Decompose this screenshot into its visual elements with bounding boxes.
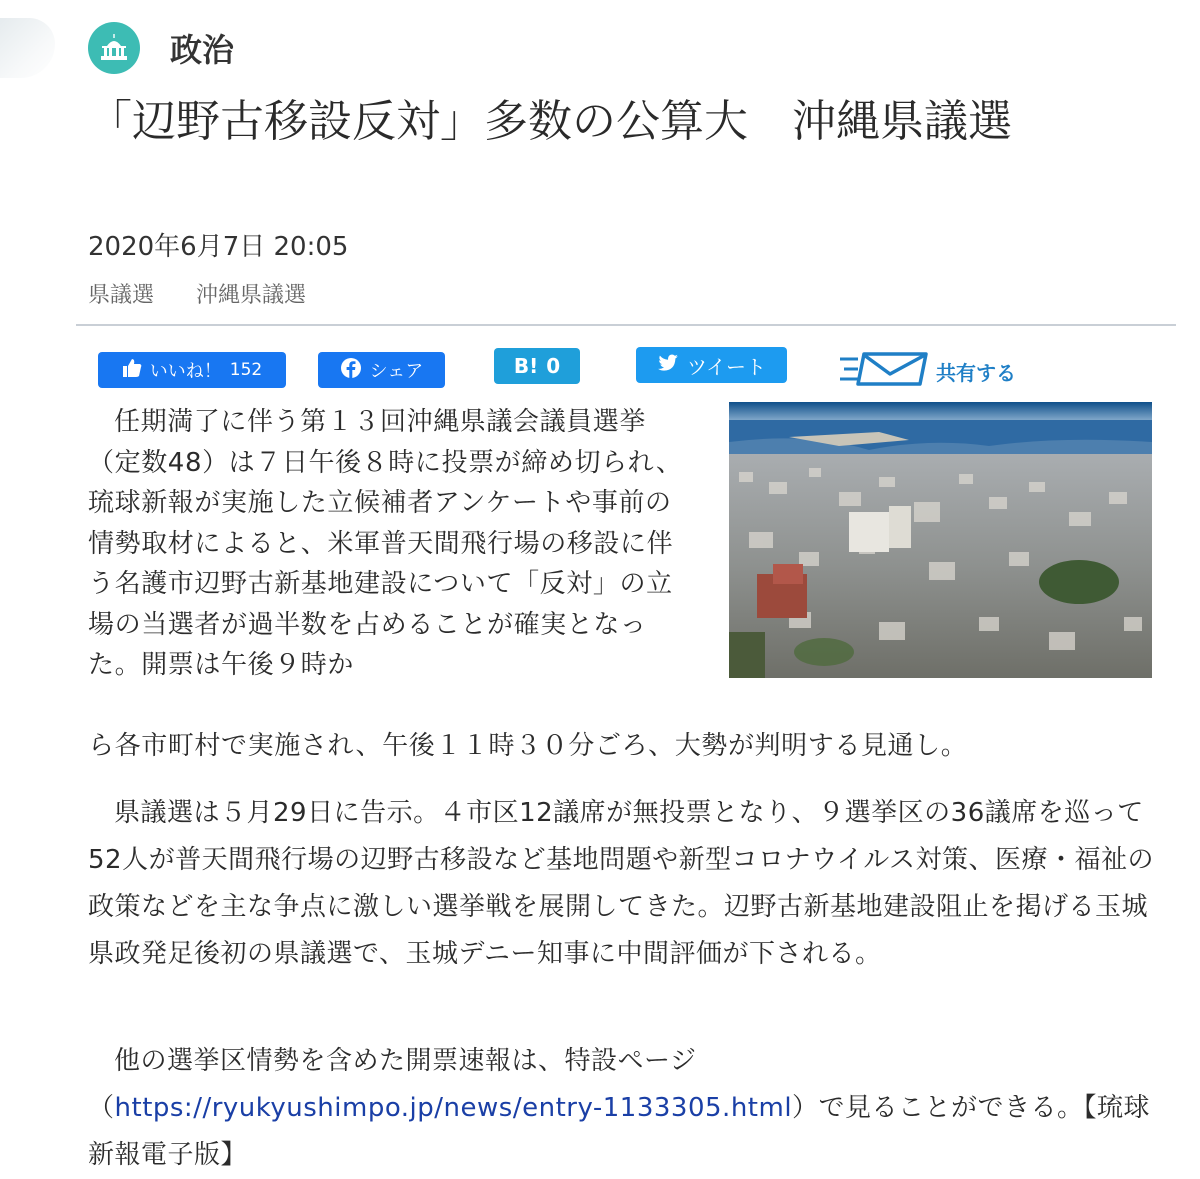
twitter-bird-icon [657, 353, 679, 377]
like-count: 152 [229, 360, 263, 380]
tweet-label: ツイート [687, 354, 766, 379]
paragraph-3-text-before: 他の選挙区情勢を含めた開票速報は、特設ページ（ [88, 1046, 697, 1123]
article-photo[interactable] [729, 402, 1152, 678]
share-label: シェア [369, 361, 424, 382]
mail-icon [838, 350, 930, 392]
thumbs-up-icon [122, 358, 142, 383]
article-paragraph-1 [88, 402, 688, 686]
divider [76, 324, 1176, 326]
capitol-building-icon [88, 22, 140, 74]
category-label[interactable]: 政治 [170, 31, 235, 69]
article-tags [88, 278, 306, 309]
paragraph-3-text-after: ）で見ることができる。【琉球新報電子版】 [88, 1093, 1151, 1170]
paragraph-1-text: 任期満了に伴う第１３回沖縄県議会議員選挙（定数48）は７日午後８時に投票が締め切られ、琉球新報が実施した立候補者アンケートや事前の情勢取材によると、米軍普天間飛行場の移設に伴う名護市辺野古新基地建設について「反対」の立場の当選者が過半数を占めることが確実となった。開票は午後９時か [88, 407, 683, 680]
hatena-count: 0 [546, 354, 561, 378]
article-paragraph-1-cont: ら各市町村で実施され、午後１１時３０分ごろ、大勢が判明する見通し。 [88, 731, 968, 761]
background-smudge [0, 18, 55, 78]
facebook-share-button[interactable] [318, 352, 445, 388]
share-more-label: 共有する [936, 360, 1016, 385]
article-paragraph-2 [88, 790, 1158, 978]
facebook-like-button[interactable] [98, 352, 286, 388]
facebook-icon [340, 357, 362, 384]
special-page-link[interactable]: https://ryukyushimpo.jp/news/entry-1133305.html [114, 1093, 793, 1123]
tweet-button[interactable] [636, 347, 787, 383]
tag-link[interactable]: 沖縄県議選 [196, 283, 307, 308]
tag-link[interactable]: 県議選 [88, 283, 155, 308]
paragraph-2-text: 県議選は５月29日に告示。４市区12議席が無投票となり、９選挙区の36議席を巡って52人が普天間飛行場の辺野古移設など基地問題や新型コロナウイルス対策、医療・福祉の政策などを主な争点に激しい選挙戦を展開してきた。辺野古新基地建設阻止を掲げる玉城県政発足後初の県議選で、玉城デニー知事に中間評価が下される。 [88, 798, 1155, 969]
article-paragraph-3 [88, 1038, 1158, 1179]
share-more-button[interactable] [838, 350, 1016, 392]
article-title: 「辺野古移設反対」多数の公算大 沖縄県議選 [88, 96, 1012, 147]
category-header [88, 22, 234, 74]
article-date: 2020年6月7日 20:05 [88, 232, 349, 262]
like-label: いいね！ [149, 361, 222, 382]
hatena-label: B! [513, 354, 539, 378]
hatena-bookmark-button[interactable] [494, 348, 580, 384]
